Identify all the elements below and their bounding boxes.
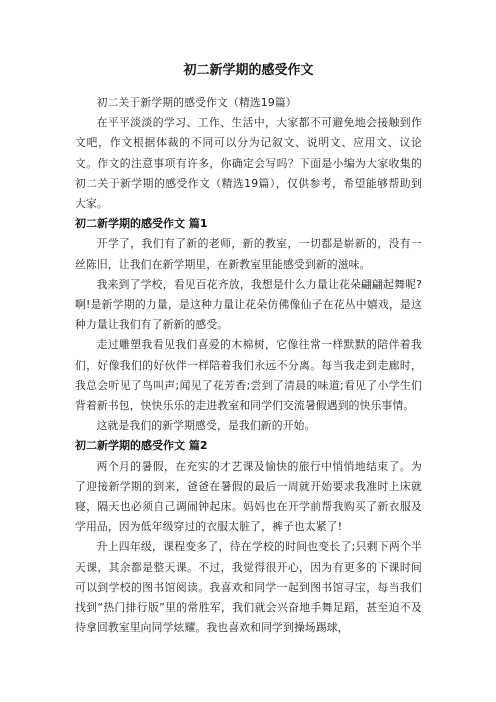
section-heading: 初二新学期的感受作文 篇2 [75,439,208,453]
paragraph: 升上四年级，课程变多了，待在学校的时间也变长了;只剩下两个半天课，其余都是整天课。不过，我觉得很开心，因为有更多的下课时间可以到学校的图书馆阅读。我喜欢和同学一起到图书馆寻宝，每当我们找到“热门排行版”里的常胜军，我们就会兴奋地手舞足蹈，甚至迫不及待拿回教室里向同学炫耀。我也喜欢和同学到操场踢球， [75,540,422,635]
paragraph: 初二关于新学期的感受作文（精选19篇） [96,96,297,109]
paragraph: 在平平淡淡的学习、工作、生活中，大家都不可避免地会接触到作文吧，作文根据体裁的不同可以分为记叙文、说明文、应用文、议论文。作文的注意事项有许多，你确定会写吗？下面是小编为大家收集的初二关于新学期的感受作文（精选19篇），仅供参考，希望能够帮助到大家。 [75,116,422,211]
paragraph: 走过雕塑我看见我们喜爱的木棉树，它像往常一样默默的陪伴着我们，好像我们的好伙伴一样陪着我们永远不分离。每当我走到走廊时，我总会听见了鸟叫声;闻见了花芳香;尝到了清晨的味道;看见了小学生们背着新书包，快快乐乐的走进教室和同学们交流暑假遇到的快乐事情。 [75,338,422,413]
paragraph: 两个月的暑假，在充实的才艺课及愉快的旅行中悄悄地结束了。为了迎接新学期的到来，爸爸在暑假的最后一周就开始要求我准时上床就寝，隔天也必须自己调闹钟起床。妈妈也在开学前帮我购买了新衣服及学用品，因为低年级穿过的衣服太脏了，裤子也太紧了! [75,459,422,534]
document-title: 初二新学期的感受作文 [183,63,314,78]
paragraph: 这就是我们的新学期感受，是我们新的开始。 [96,419,316,433]
paragraph: 我来到了学校，看见百花齐放，我想是什么力量让花朵翩翩起舞呢?啊!是新学期的力量，是这种力量让花朵仿佛像仙子在花丛中嬉戏，是这种力量让我们有了新新的感受。 [75,277,422,332]
paragraph: 开学了，我们有了新的老师，新的教室，一切都是崭新的，没有一丝陈旧，让我们在新学期里，在新教室里能感受到新的滋味。 [75,237,422,271]
document-body [75,93,422,638]
section-heading: 初二新学期的感受作文 篇1 [75,217,208,231]
